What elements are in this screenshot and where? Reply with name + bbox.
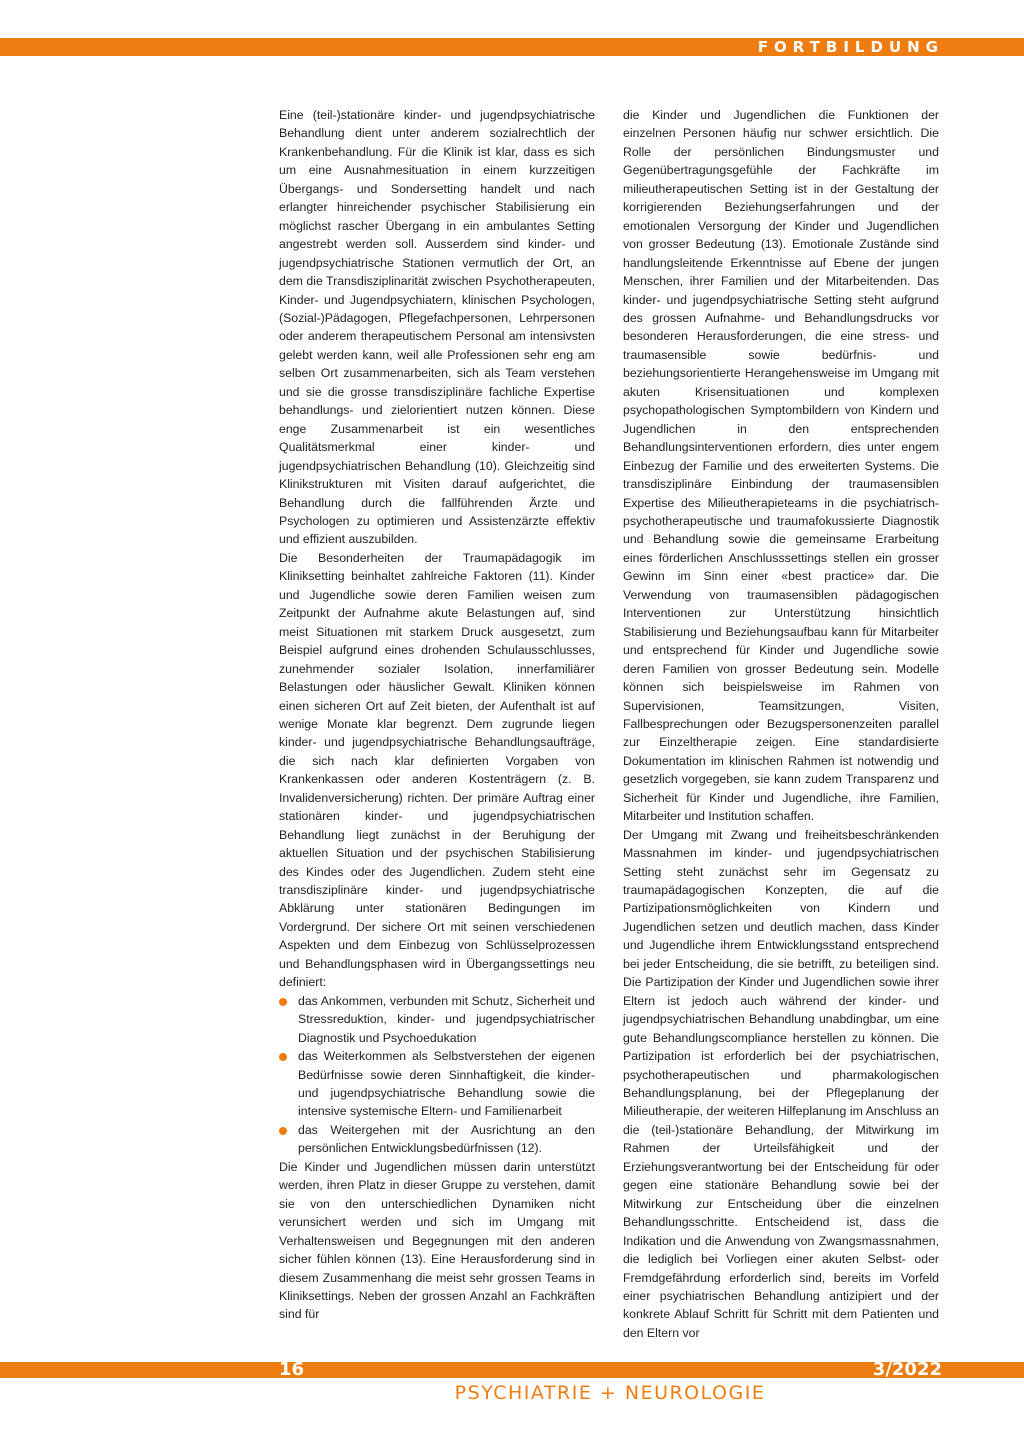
list-item — [279, 1121, 595, 1158]
list-item-text: das Ankommen, verbunden mit Schutz, Sicherheit und Stressreduktion, kinder- und jugendpsychiatrischer Diagnostik und Psychoedukation — [298, 993, 595, 1045]
paragraph: Die Besonderheiten der Traumapädagogik im Kliniksetting beinhaltet zahlreiche Faktoren (11). Kinder und Jugendliche sowie deren Familien weisen zum Zeitpunkt der Aufnahme akute Belastungen auf, sind meist Situationen mit starkem Druck ausgesetzt, zum Beispiel aufgrund eines drohenden Schulausschlusses, zunehmender sozialer Isolation, innerfamiliärer Belastungen oder häuslicher Gewalt. Kliniken können einen sicheren Ort auf Zeit bieten, der Aufenthalt ist auf wenige Monate klar begrenzt. Dem zugrunde liegen kinder- und jugendpsychiatrische Behandlungsaufträge, die sich nach klar definierten Vorgaben von Krankenkassen oder anderen Kostenträgern (z. B. Invalidenversicherung) richten. Der primäre Auftrag einer stationären kinder- und jugendpsychiatrischen Behandlung liegt zunächst in der Beruhigung der aktuellen Situation und der psychischen Stabilisierung des Kindes oder des Jugendlichen. Zudem steht eine transdisziplinäre kinder- und jugendpsychiatrische Abklärung unter stationären Bedingungen im Vordergrund. Der sichere Ort mit seinen verschiedenen Aspekten und dem Einbezug von Schlüsselprozessen und Behandlungsphasen wird in Übergangssettings neu definiert: — [279, 550, 595, 990]
bullet-dot-icon — [279, 1127, 287, 1135]
paragraph: die Kinder und Jugendlichen die Funktionen der einzelnen Personen häufig nur schwer ersichtlich. Die Rolle der persönlichen Bindungsmuster und Gegenübertragungsgefühle der Fachkräfte im milieutherapeutischen Setting ist in der Gestaltung der korrigierenden Beziehungserfahrungen und der emotionalen Versorgung der Kinder und Jugendlichen von grosser Bedeutung (13). Emotionale Zustände sind handlungsleitende Erkenntnisse auf Ebene der jungen Menschen, ihrer Familien und der Mitarbeitenden. Das kinder- und jugendpsychiatrische Setting steht aufgrund des grossen Aufnahme- und Behandlungsdrucks vor besonderen Herausforderungen, die eine stress- und traumasensible sowie bedürfnis- und beziehungsorientierte Herangehensweise im Umgang mit akuten Krisensituationen und komplexen psychopathologischen Symptombildern von Kindern und Jugendlichen in den entsprechenden Behandlungsinterventionen erfordern, dies unter engem Einbezug der Familie und des erweiterten Systems. Die transdisziplinäre Einbindung der traumasensiblen Expertise des Milieutherapieteams in die psychiatrisch-psychotherapeutische und traumafokussierte Diagnostik und Behandlung sowie die gemeinsame Erarbeitung eines förderlichen Anschlusssettings stellen ein grosser Gewinn im Sinn einer «best practice» dar. Die Verwendung von traumasensiblen pädagogischen Interventionen zur Unterstützung hinsichtlich Stabilisierung und Beziehungsaufbau kann für Mitarbeiter und entsprechend für Kinder und Jugendliche sowie deren Familien von grosser Bedeutung sein. Modelle können sich beispielsweise im Rahmen von Supervisionen, Teamsitzungen, Visiten, Fallbesprechungen oder Bezugspersonenzeiten parallel zur Einzeltherapie zeigen. Eine standardisierte Dokumentation im klinischen Rahmen ist notwendig und gesetzlich vorgegeben, sie kann zudem Transparenz und Sicherheit für Kinder und Jugendliche, ihre Familien, Mitarbeiter und Institution schaffen. — [623, 108, 939, 824]
paragraph: Die Kinder und Jugendlichen müssen darin unterstützt werden, ihren Platz in dieser Gruppe zu verstehen, damit sie von den unterschiedlichen Dynamiken nicht verunsichert werden und sich im Umgang mit Verhaltensweisen und Begegnungen mit den anderen sicher fühlen können (13). Eine Herausforderung sind in diesem Zusammenhang die meist sehr grossen Teams in Kliniksettings. Neben der grossen Anzahl an Fachkräften sind für — [279, 1159, 595, 1322]
journal-title: PSYCHIATRIE + NEUROLOGIE — [454, 1382, 766, 1404]
bullet-dot-icon — [279, 998, 287, 1006]
list-item-text: das Weiterkommen als Selbstverstehen der eigenen Bedürfnisse sowie deren Sinnhaftigkeit, die kinder- und jugendpsychiatrische Behandlung sowie die intensive systemische Eltern- und Familienarbeit — [298, 1049, 595, 1119]
list-item-text: das Weitergehen mit der Ausrichtung an den persönlichen Entwicklungsbedürfnissen (12). — [298, 1122, 595, 1156]
text-column-right — [623, 106, 939, 1342]
paragraph: Der Umgang mit Zwang und freiheitsbeschränkenden Massnahmen im kinder- und jugendpsychiatrischen Setting steht zunächst sehr im Gegensatz zu traumapädagogischen Konzepten, die auf die Partizipationsmöglichkeiten von Kindern und Jugendlichen setzen und deutlich machen, dass Kinder und Jugendliche ihrem Entwicklungsstand entsprechend bei jeder Entscheidung, die sie betrifft, zu beteiligen sind. Die Partizipation der Kinder und Jugendlichen sowie ihrer Eltern ist jedoch auch während der kinder- und jugendpsychiatrischen Behandlung unabdingbar, um eine gute Behandlungscompliance herstellen zu können. Die Partizipation ist erforderlich bei der psychiatrischen, psychotherapeutischen und pharmakologischen Behandlungsplanung, bei der Pflegeplanung der Milieutherapie, der weiteren Hilfeplanung im Anschluss an die (teil-)stationäre Behandlung, der Mitwirkung im Rahmen der Urteilsfähigkeit und der Erziehungsverantwortung bei der Entscheidung für oder gegen eine stationäre Behandlung sowie bei der Mitwirkung zur Entscheidung über die einzelnen Behandlungsschritte. Entscheidend ist, dass die Indikation und die Anwendung von Zwangsmassnahmen, die lediglich bei Vorliegen einer akuten Selbst- oder Fremdgefährdung erforderlich sind, bereits im Vorfeld einer psychiatrischen Behandlung antizipiert und der konkrete Ablauf Schritt für Schritt mit dem Patienten und den Eltern vor — [623, 827, 939, 1340]
bullet-dot-icon — [279, 1053, 287, 1061]
footer-bar — [0, 1362, 1024, 1378]
page-number: 16 — [279, 1359, 305, 1380]
issue-number: 3/2022 — [872, 1359, 942, 1380]
text-column-left — [279, 106, 595, 1324]
section-label: FORTBILDUNG — [757, 38, 944, 56]
list-item — [279, 992, 595, 1047]
paragraph: Eine (teil-)stationäre kinder- und jugendpsychiatrische Behandlung dient unter anderem sozialrechtlich der Krankenbehandlung. Für die Klinik ist klar, dass es sich um eine Ausnahmesituation in einem kurzzeitigen Übergangs- und Sondersetting handelt und nach erlangter hinreichender psychischer Stabilisierung ein möglichst rascher Übergang in ein ambulantes Setting angestrebt werden soll. Ausserdem sind kinder- und jugendpsychiatrische Stationen vermutlich der Ort, an dem die Transdisziplinarität zwischen Psychotherapeuten, Kinder- und Jugendpsychiatern, klinischen Psychologen, (Sozial-)Pädagogen, Pflegefachpersonen, Lehrpersonen oder anderem therapeutischem Personal am intensivsten gelebt werden kann, weil alle Professionen sehr eng am selben Ort zusammenarbeiten, sich als Team verstehen und sie die grosse transdisziplinäre fachliche Expertise behandlungs- und zielorientiert nutzen können. Diese enge Zusammenarbeit ist ein wesentliches Qualitätsmerkmal einer kinder- und jugendpsychiatrischen Behandlung (10). Gleichzeitig sind Klinikstrukturen mit Visiten darauf aufgerichtet, die Behandlung durch die fallführenden Ärzte und Psychologen zu optimieren und Assistenzärzte effektiv und effizient auszubilden. — [279, 108, 595, 547]
bullet-list — [279, 992, 595, 1158]
list-item — [279, 1047, 595, 1121]
